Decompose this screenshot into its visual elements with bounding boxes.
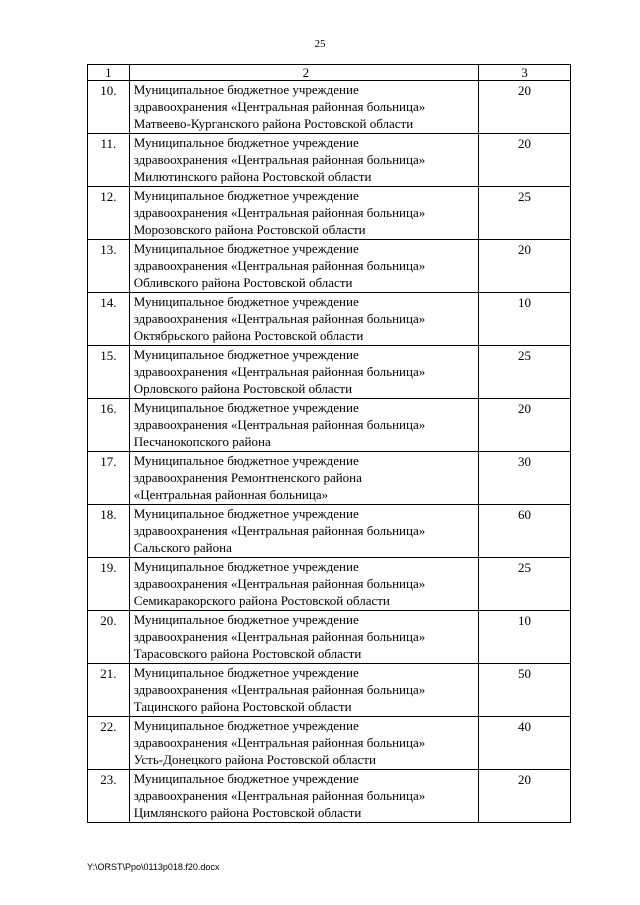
row-value: 40 bbox=[518, 719, 531, 734]
table-header-row bbox=[88, 65, 571, 81]
value-cell bbox=[479, 452, 571, 505]
row-number: 13. bbox=[100, 242, 117, 257]
row-value: 20 bbox=[518, 83, 531, 98]
institution-name-line: здравоохранения «Центральная районная больница» bbox=[133, 417, 426, 432]
table-row bbox=[88, 293, 571, 346]
header-cell-3: 3 bbox=[479, 65, 571, 81]
value-cell bbox=[479, 134, 571, 187]
row-number: 11. bbox=[100, 136, 117, 151]
institution-name-line: здравоохранения «Центральная районная больница» bbox=[133, 576, 426, 591]
institution-name-line: Муниципальное бюджетное учреждение bbox=[133, 241, 359, 256]
institution-name-line: Муниципальное бюджетное учреждение bbox=[133, 559, 359, 574]
institution-name-cell bbox=[129, 664, 478, 717]
row-value: 30 bbox=[518, 454, 531, 469]
value-cell bbox=[479, 81, 571, 134]
value-cell bbox=[479, 717, 571, 770]
row-number-cell bbox=[88, 505, 130, 558]
table-row bbox=[88, 452, 571, 505]
table-row bbox=[88, 717, 571, 770]
row-number: 18. bbox=[100, 507, 117, 522]
institution-name-line: Муниципальное бюджетное учреждение bbox=[133, 294, 359, 309]
institution-name-line: Муниципальное бюджетное учреждение bbox=[133, 718, 359, 733]
institution-name-cell bbox=[129, 240, 478, 293]
institution-name-line: здравоохранения «Центральная районная больница» bbox=[133, 258, 426, 273]
institution-name-line: Тацинского района Ростовской области bbox=[133, 699, 352, 714]
institution-name-line: здравоохранения «Центральная районная больница» bbox=[133, 629, 426, 644]
row-number-cell bbox=[88, 611, 130, 664]
institution-name-line: здравоохранения «Центральная районная больница» bbox=[133, 364, 426, 379]
row-value: 10 bbox=[518, 613, 531, 628]
institution-name-cell bbox=[129, 770, 478, 823]
row-number: 22. bbox=[100, 719, 117, 734]
header-cell-1: 1 bbox=[88, 65, 130, 81]
row-number: 17. bbox=[100, 454, 117, 469]
table-row bbox=[88, 558, 571, 611]
value-cell bbox=[479, 187, 571, 240]
row-number: 15. bbox=[100, 348, 117, 363]
institution-name-line: здравоохранения «Центральная районная больница» bbox=[133, 311, 426, 326]
institution-name-cell bbox=[129, 505, 478, 558]
row-number-cell bbox=[88, 81, 130, 134]
institution-name-line: Муниципальное бюджетное учреждение bbox=[133, 506, 359, 521]
value-cell bbox=[479, 346, 571, 399]
page-number: 25 bbox=[314, 38, 326, 50]
row-value: 10 bbox=[518, 295, 531, 310]
institution-name-line: Обливского района Ростовской области bbox=[133, 275, 353, 290]
institution-name-cell bbox=[129, 187, 478, 240]
institution-name-line: Муниципальное бюджетное учреждение bbox=[133, 188, 359, 203]
institution-name-cell bbox=[129, 293, 478, 346]
institution-name-line: Милютинского района Ростовской области bbox=[133, 169, 372, 184]
table-row bbox=[88, 134, 571, 187]
institution-name-line: Октябрьского района Ростовской области bbox=[133, 328, 364, 343]
row-number-cell bbox=[88, 187, 130, 240]
institution-name-line: Муниципальное бюджетное учреждение bbox=[133, 400, 359, 415]
value-cell bbox=[479, 505, 571, 558]
institution-name-line: «Центральная районная больница» bbox=[133, 487, 329, 502]
institution-name-line: здравоохранения «Центральная районная больница» bbox=[133, 788, 426, 803]
institution-name-line: Муниципальное бюджетное учреждение bbox=[133, 771, 359, 786]
institution-name-line: Муниципальное бюджетное учреждение bbox=[133, 453, 359, 468]
institution-name-line: Муниципальное бюджетное учреждение bbox=[133, 612, 359, 627]
row-value: 20 bbox=[518, 136, 531, 151]
row-value: 20 bbox=[518, 401, 531, 416]
institution-name-cell bbox=[129, 558, 478, 611]
row-number: 16. bbox=[100, 401, 117, 416]
row-value: 25 bbox=[518, 560, 531, 575]
row-number-cell bbox=[88, 452, 130, 505]
table-row bbox=[88, 611, 571, 664]
row-number: 23. bbox=[100, 772, 117, 787]
institution-name-line: Усть-Донецкого района Ростовской области bbox=[133, 752, 376, 767]
institution-name-line: Матвеево-Курганского района Ростовской области bbox=[133, 116, 414, 131]
header-cell-2: 2 bbox=[129, 65, 478, 81]
row-value: 25 bbox=[518, 348, 531, 363]
institution-name-line: Песчанокопского района bbox=[133, 434, 271, 449]
institution-name-line: Морозовского района Ростовской области bbox=[133, 222, 366, 237]
row-number: 19. bbox=[100, 560, 117, 575]
row-number-cell bbox=[88, 240, 130, 293]
institution-name-cell bbox=[129, 611, 478, 664]
institution-name-cell bbox=[129, 717, 478, 770]
row-value: 50 bbox=[518, 666, 531, 681]
table-row bbox=[88, 240, 571, 293]
institution-name-line: здравоохранения «Центральная районная больница» bbox=[133, 99, 426, 114]
value-cell bbox=[479, 664, 571, 717]
institution-name-line: здравоохранения «Центральная районная больница» bbox=[133, 682, 426, 697]
row-number-cell bbox=[88, 664, 130, 717]
row-number-cell bbox=[88, 558, 130, 611]
row-number-cell bbox=[88, 293, 130, 346]
institution-name-line: здравоохранения «Центральная районная больница» bbox=[133, 205, 426, 220]
institution-name-line: здравоохранения «Центральная районная больница» bbox=[133, 523, 426, 538]
row-value: 20 bbox=[518, 772, 531, 787]
institution-name-line: Семикаракорского района Ростовской области bbox=[133, 593, 390, 608]
institution-name-cell bbox=[129, 81, 478, 134]
row-number-cell bbox=[88, 717, 130, 770]
row-number-cell bbox=[88, 399, 130, 452]
table-row bbox=[88, 81, 571, 134]
table-row bbox=[88, 346, 571, 399]
institution-name-cell bbox=[129, 346, 478, 399]
institution-name-line: Муниципальное бюджетное учреждение bbox=[133, 347, 359, 362]
institution-name-line: Орловского района Ростовской области bbox=[133, 381, 353, 396]
institution-name-line: Муниципальное бюджетное учреждение bbox=[133, 135, 359, 150]
institution-name-line: здравоохранения Ремонтненского района bbox=[133, 470, 362, 485]
row-value: 25 bbox=[518, 189, 531, 204]
table-row bbox=[88, 399, 571, 452]
value-cell bbox=[479, 399, 571, 452]
institution-name-cell bbox=[129, 134, 478, 187]
row-number-cell bbox=[88, 770, 130, 823]
row-number: 20. bbox=[100, 613, 117, 628]
row-number: 12. bbox=[100, 189, 117, 204]
table-row bbox=[88, 187, 571, 240]
row-number: 14. bbox=[100, 295, 117, 310]
value-cell bbox=[479, 770, 571, 823]
table-row bbox=[88, 770, 571, 823]
value-cell bbox=[479, 293, 571, 346]
value-cell bbox=[479, 240, 571, 293]
value-cell bbox=[479, 611, 571, 664]
row-value: 60 bbox=[518, 507, 531, 522]
row-number-cell bbox=[88, 134, 130, 187]
institution-name-cell bbox=[129, 452, 478, 505]
row-number: 21. bbox=[100, 666, 117, 681]
institution-name-line: здравоохранения «Центральная районная больница» bbox=[133, 152, 426, 167]
row-number-cell bbox=[88, 346, 130, 399]
table-row bbox=[88, 505, 571, 558]
table-row bbox=[88, 664, 571, 717]
institution-name-line: Тарасовского района Ростовской области bbox=[133, 646, 362, 661]
row-number: 10. bbox=[100, 83, 117, 98]
value-cell bbox=[479, 558, 571, 611]
document-path-footer: Y:\ORST\Ppo\0113p018.f20.docx bbox=[87, 862, 220, 872]
institution-name-line: Сальского района bbox=[133, 540, 232, 555]
institution-name-line: Муниципальное бюджетное учреждение bbox=[133, 82, 359, 97]
row-value: 20 bbox=[518, 242, 531, 257]
institutions-table bbox=[87, 64, 571, 823]
institution-name-cell bbox=[129, 399, 478, 452]
institution-name-line: Муниципальное бюджетное учреждение bbox=[133, 665, 359, 680]
institution-name-line: здравоохранения «Центральная районная больница» bbox=[133, 735, 426, 750]
institution-name-line: Цимлянского района Ростовской области bbox=[133, 805, 362, 820]
